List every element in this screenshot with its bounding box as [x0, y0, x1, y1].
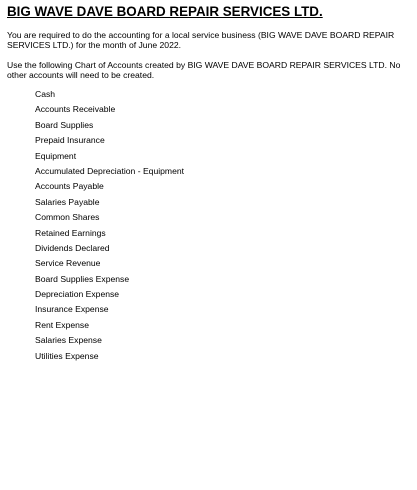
account-item: Service Revenue [35, 258, 101, 269]
account-item: Equipment [35, 150, 77, 161]
account-item: Cash [35, 89, 56, 99]
account-item: Accounts Receivable [35, 104, 116, 115]
chart-of-accounts-list [7, 89, 411, 366]
account-item: Prepaid Insurance [35, 135, 105, 146]
instructions-paragraph: Use the following Chart of Accounts created by BIG WAVE DAVE BOARD REPAIR SERVICES LTD. No other accounts will need to be created. [7, 60, 401, 80]
account-item: Accounts Payable [35, 181, 104, 192]
account-item: Board Supplies Expense [35, 273, 130, 284]
account-item: Rent Expense [35, 319, 89, 330]
account-item: Retained Earnings [35, 227, 106, 238]
account-item: Board Supplies [35, 119, 94, 130]
document-title: BIG WAVE DAVE BOARD REPAIR SERVICES LTD. [7, 4, 323, 19]
account-item: Salaries Payable [35, 196, 100, 207]
account-item: Insurance Expense [35, 304, 109, 315]
account-item: Common Shares [35, 212, 100, 223]
account-item: Utilities Expense [35, 350, 99, 361]
account-item: Dividends Declared [35, 242, 110, 253]
intro-paragraph: You are required to do the accounting for a local service business (BIG WAVE DAVE BOARD REPAIR SERVICES LTD.) for the month of June 2022. [7, 30, 395, 50]
account-item: Accumulated Depreciation - Equipment [35, 165, 185, 176]
account-item: Salaries Expense [35, 335, 102, 346]
account-item: Depreciation Expense [35, 289, 120, 300]
